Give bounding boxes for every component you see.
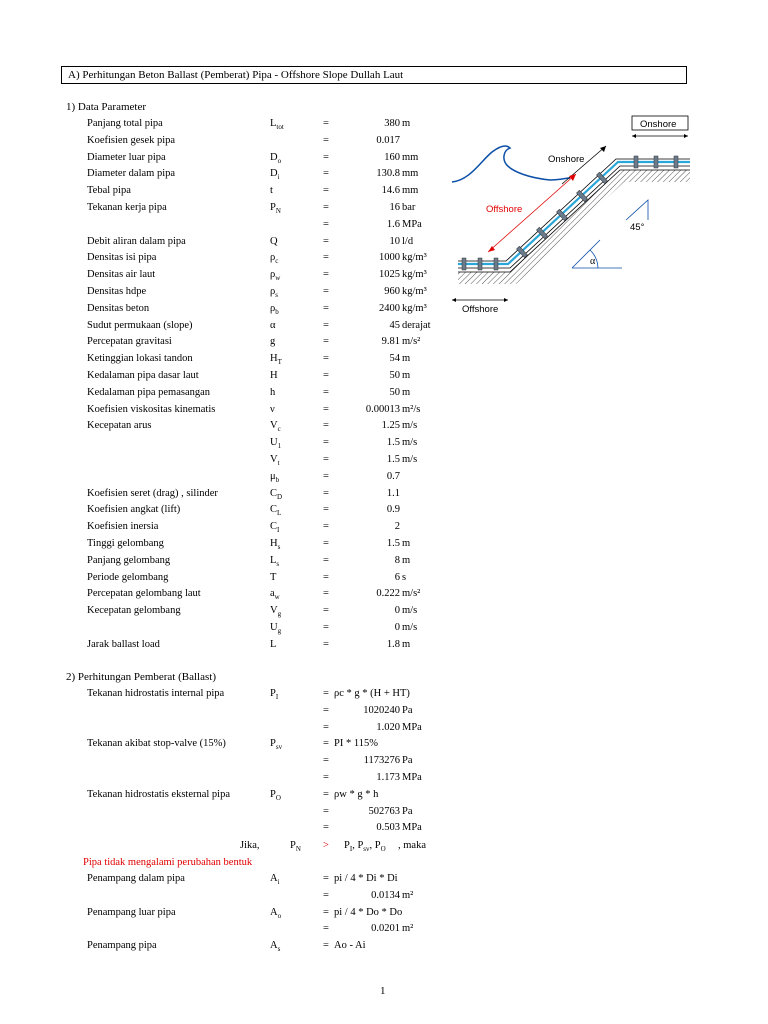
param-value: 0.9 <box>386 504 400 516</box>
calc-expression: PI * 115% <box>334 738 378 750</box>
area-equals: = <box>323 940 329 952</box>
param-row <box>0 572 768 588</box>
param-unit: derajat <box>402 319 431 331</box>
param-equals: = <box>323 302 329 314</box>
param-equals: = <box>323 454 329 465</box>
param-label: Kecepatan arus <box>87 420 152 432</box>
param-symbol: $C_L$ <box>270 504 282 518</box>
param-unit: kg/m³ <box>402 269 427 281</box>
param-equals: = <box>323 521 329 533</box>
param-unit: m <box>402 554 411 566</box>
param-label: Koefisien inersia <box>87 521 159 533</box>
param-symbol: $H_T$ <box>270 353 282 367</box>
calc-symbol: $P_{sv}$ <box>270 738 283 752</box>
param-unit: MPa <box>402 218 422 230</box>
param-label: Debit aliran dalam pipa <box>87 235 186 247</box>
angle-triangle <box>626 200 648 220</box>
calc-equals: = <box>323 805 329 817</box>
param-value: 16 <box>389 202 400 213</box>
param-row <box>0 504 768 520</box>
calc-equals: = <box>323 788 329 800</box>
calc-row <box>0 822 768 838</box>
param-row <box>0 605 768 621</box>
param-label: Koefisien angkat (lift) <box>87 504 181 516</box>
param-label: Densitas isi pipa <box>87 252 157 264</box>
param-row <box>0 471 768 487</box>
param-value: 54 <box>389 353 400 365</box>
param-row <box>0 588 768 604</box>
offshore-label: Offshore <box>462 304 499 315</box>
onshore-box-label: Onshore <box>640 119 677 130</box>
calc-unit: Pa <box>402 755 413 767</box>
param-equals: = <box>323 638 329 650</box>
param-equals: = <box>323 588 329 600</box>
param-value: 1.1 <box>386 487 400 499</box>
param-row <box>0 437 768 453</box>
param-value: 0 <box>394 605 400 617</box>
param-equals: = <box>323 487 329 499</box>
param-symbol: $V_t$ <box>270 454 280 468</box>
param-symbol: $H_s$ <box>270 538 281 552</box>
param-equals: = <box>323 437 329 449</box>
param-label: Koefisien gesek pipa <box>87 134 176 146</box>
param-equals: = <box>323 134 329 146</box>
alpha-label: α <box>590 256 596 267</box>
param-label: Kedalaman pipa dasar laut <box>87 370 199 381</box>
area-row <box>0 873 768 889</box>
param-row <box>0 555 768 571</box>
param-symbol: $C_D$ <box>270 487 283 501</box>
param-value: 8 <box>394 554 400 566</box>
param-symbol: $a_w$ <box>270 588 280 602</box>
area-expression: pi / 4 * Di * Di <box>334 873 398 884</box>
param-label: Densitas beton <box>87 302 150 314</box>
area-expression: pi / 4 * Do * Do <box>334 906 403 918</box>
param-unit: mm <box>402 168 419 180</box>
param-value: 50 <box>389 386 400 398</box>
calc-value: 502763 <box>368 805 400 817</box>
param-value: 160 <box>384 151 400 163</box>
param-unit: m <box>402 118 411 129</box>
area-equals: = <box>323 889 329 901</box>
param-unit: m/s <box>402 420 418 432</box>
param-value: 45 <box>389 319 400 331</box>
page-number: 1 <box>380 985 386 997</box>
param-symbol: $V_c$ <box>270 420 281 434</box>
param-label: Ketinggian lokasi tandon <box>87 353 193 365</box>
section-data-parameter: 1) Data Parameter <box>66 101 147 113</box>
param-unit: l/d <box>402 235 414 247</box>
calc-unit: Pa <box>402 704 413 716</box>
param-symbol: $\rho_c$ <box>270 252 279 266</box>
onshore-label: Onshore <box>548 154 585 165</box>
param-symbol: $\rho_b$ <box>270 302 279 316</box>
param-row <box>0 454 768 470</box>
calc-equals: = <box>323 721 329 733</box>
area-equals: = <box>323 873 329 884</box>
param-symbol: $V_g$ <box>270 605 282 619</box>
param-value: 50 <box>389 370 400 381</box>
offshore-slope-diagram <box>450 112 690 322</box>
param-equals: = <box>323 605 329 617</box>
calc-equals: = <box>323 688 329 699</box>
calc-value: 0.503 <box>376 822 400 834</box>
param-equals: = <box>323 269 329 281</box>
param-unit: m <box>402 538 411 549</box>
area-value: 0.0134 <box>371 889 400 901</box>
param-value: 14.6 <box>381 185 400 197</box>
param-value: 0.222 <box>376 588 400 600</box>
param-label: Tekanan kerja pipa <box>87 202 167 213</box>
param-label: Kecepatan gelombang <box>87 605 181 617</box>
section-ballast-calc: 2) Perhitungan Pemberat (Ballast) <box>66 671 216 683</box>
param-label: Diameter luar pipa <box>87 151 166 163</box>
angle-45-label: 45° <box>630 222 645 233</box>
param-unit: bar <box>402 202 416 213</box>
param-unit: kg/m³ <box>402 252 427 264</box>
calc-unit: Pa <box>402 805 413 817</box>
conclusion-text: Pipa tidak mengalami perubahan bentuk <box>83 857 253 868</box>
calc-row <box>0 789 768 805</box>
param-equals: = <box>323 336 329 348</box>
calc-row <box>0 806 768 822</box>
param-value: 9.81 <box>381 336 400 348</box>
area-label: Penampang pipa <box>87 940 157 952</box>
param-value: 380 <box>384 118 400 129</box>
area-unit: m² <box>402 889 414 901</box>
condition-maka: , maka <box>398 840 426 851</box>
param-symbol: H <box>270 370 278 381</box>
param-value: 10 <box>389 235 400 247</box>
param-unit: m <box>402 638 411 650</box>
param-symbol: h <box>270 386 276 398</box>
param-symbol: g <box>270 336 276 348</box>
param-value: 1.25 <box>381 420 400 432</box>
area-symbol: $A_o$ <box>270 906 282 920</box>
param-value: 1000 <box>379 252 400 264</box>
condition-jika: Jika, <box>240 840 260 851</box>
calc-unit: MPa <box>402 822 422 834</box>
condition-rhs: $P_I$, $P_{sv}$, $P_O$ <box>344 840 386 854</box>
param-symbol: ν <box>270 403 275 415</box>
calc-value: 1.173 <box>376 772 400 783</box>
calc-value: 1020240 <box>363 704 400 716</box>
param-equals: = <box>323 403 329 415</box>
param-equals: = <box>323 286 329 297</box>
param-unit: m/s² <box>402 336 421 348</box>
param-row <box>0 404 768 420</box>
param-unit: m/s <box>402 622 418 633</box>
param-row <box>0 336 768 352</box>
param-equals: = <box>323 470 329 482</box>
param-unit: m <box>402 353 411 365</box>
param-equals: = <box>323 504 329 516</box>
param-unit: kg/m³ <box>402 302 427 314</box>
param-label: Sudut permukaan (slope) <box>87 319 193 331</box>
param-value: 130.8 <box>376 168 400 180</box>
param-equals: = <box>323 386 329 398</box>
param-unit: m/s <box>402 437 418 449</box>
calc-row <box>0 722 768 738</box>
area-equals: = <box>323 923 329 935</box>
calc-expression: ρc * g * (H + HT) <box>334 688 410 699</box>
param-equals: = <box>323 622 329 633</box>
param-value: 0.017 <box>376 134 400 146</box>
area-row <box>0 890 768 906</box>
param-label: Percepatan gravitasi <box>87 336 172 348</box>
param-symbol: $P_N$ <box>270 202 281 216</box>
calc-equals: = <box>323 704 329 716</box>
param-label: Panjang total pipa <box>87 118 163 129</box>
area-row <box>0 940 768 956</box>
area-value: 0.0201 <box>371 923 400 935</box>
param-value: 0.00013 <box>365 403 400 415</box>
document-title-box <box>61 66 687 84</box>
param-symbol: $U_g$ <box>270 622 282 636</box>
param-equals: = <box>323 252 329 264</box>
param-unit: m/s <box>402 454 418 465</box>
param-unit: m²/s <box>402 403 421 415</box>
param-label: Densitas hdpe <box>87 286 147 297</box>
param-symbol: $U_1$ <box>270 437 282 451</box>
area-symbol: $A_s$ <box>270 940 281 954</box>
param-equals: = <box>323 185 329 197</box>
area-equals: = <box>323 906 329 918</box>
param-equals: = <box>323 370 329 381</box>
param-label: Periode gelombang <box>87 571 169 583</box>
param-symbol: $D_i$ <box>270 168 280 182</box>
calc-row <box>0 705 768 721</box>
param-equals: = <box>323 218 329 230</box>
param-label: Jarak ballast load <box>87 638 160 650</box>
param-value: 1.5 <box>386 454 400 465</box>
calc-unit: MPa <box>402 772 422 783</box>
calc-row <box>0 688 768 704</box>
param-unit: mm <box>402 185 419 197</box>
param-symbol: T <box>270 571 277 583</box>
param-symbol: $\mu_b$ <box>270 470 280 484</box>
area-expression: Ao - Ai <box>334 940 366 952</box>
param-row <box>0 353 768 369</box>
param-symbol: α <box>270 319 276 331</box>
param-label: Tebal pipa <box>87 185 131 197</box>
param-row <box>0 420 768 436</box>
offshore-red-label: Offshore <box>486 204 523 215</box>
calc-row <box>0 755 768 771</box>
param-row <box>0 521 768 537</box>
param-equals: = <box>323 353 329 365</box>
param-equals: = <box>323 202 329 213</box>
param-unit: m <box>402 370 411 381</box>
param-equals: = <box>323 571 329 583</box>
calc-label: Tekanan hidrostatis internal pipa <box>87 688 225 699</box>
param-label: Panjang gelombang <box>87 554 171 566</box>
param-label: Diameter dalam pipa <box>87 168 176 180</box>
param-label: Kedalaman pipa pemasangan <box>87 386 211 398</box>
param-equals: = <box>323 319 329 331</box>
param-unit: mm <box>402 151 419 163</box>
param-symbol: $\rho_s$ <box>270 286 278 300</box>
calc-expression: ρw * g * h <box>334 788 379 800</box>
param-value: 1.5 <box>386 538 400 549</box>
param-symbol: L <box>270 638 277 650</box>
calc-equals: = <box>323 822 329 834</box>
param-value: 0.7 <box>386 470 400 482</box>
param-unit: m/s² <box>402 588 421 600</box>
param-equals: = <box>323 118 329 129</box>
area-row <box>0 923 768 939</box>
calc-label: Tekanan akibat stop-valve (15%) <box>87 738 226 750</box>
param-symbol: $L_{tot}$ <box>270 118 284 132</box>
param-label: Percepatan gelombang laut <box>87 588 201 600</box>
param-label: Tinggi gelombang <box>87 538 164 549</box>
calc-unit: MPa <box>402 721 422 733</box>
param-unit: m/s <box>402 605 418 617</box>
param-row <box>0 639 768 655</box>
param-equals: = <box>323 554 329 566</box>
param-row <box>0 488 768 504</box>
document-title: A) Perhitungan Beton Ballast (Pemberat) Pipa - Offshore Slope Dullah Laut <box>68 69 404 81</box>
param-value: 1025 <box>379 269 400 281</box>
param-row <box>0 370 768 386</box>
calc-symbol: $P_O$ <box>270 788 281 802</box>
condition-gt: > <box>323 840 329 851</box>
calc-row <box>0 738 768 754</box>
seabed-slope <box>458 170 690 284</box>
param-unit: s <box>402 571 407 583</box>
param-label: Densitas air laut <box>87 269 156 281</box>
area-unit: m² <box>402 923 414 935</box>
param-symbol: $C_I$ <box>270 521 280 535</box>
param-unit: m <box>402 386 411 398</box>
param-symbol: t <box>270 185 273 197</box>
param-value: 2400 <box>379 302 400 314</box>
param-equals: = <box>323 168 329 180</box>
param-symbol: $\rho_w$ <box>270 269 281 283</box>
calc-value: 1173276 <box>363 755 400 767</box>
calc-row <box>0 772 768 788</box>
param-row <box>0 387 768 403</box>
param-equals: = <box>323 420 329 432</box>
param-symbol: $L_s$ <box>270 554 280 568</box>
area-label: Penampang luar pipa <box>87 906 176 918</box>
param-value: 0 <box>394 622 400 633</box>
param-value: 6 <box>394 571 400 583</box>
param-equals: = <box>323 151 329 163</box>
area-symbol: $A_i$ <box>270 873 280 887</box>
calc-equals: = <box>323 772 329 783</box>
param-value: 1.6 <box>386 218 400 230</box>
param-value: 960 <box>384 286 400 297</box>
param-label: Koefisien viskositas kinematis <box>87 403 216 415</box>
param-value: 1.5 <box>386 437 400 449</box>
param-value: 2 <box>394 521 400 533</box>
param-equals: = <box>323 235 329 247</box>
condition-pn: $P_N$ <box>290 840 301 854</box>
param-symbol: Q <box>270 235 278 247</box>
param-symbol: $D_o$ <box>270 151 282 165</box>
calc-equals: = <box>323 738 329 750</box>
param-equals: = <box>323 538 329 549</box>
calc-label: Tekanan hidrostatis eksternal pipa <box>87 788 231 800</box>
param-label: Koefisien seret (drag) , silinder <box>87 487 218 499</box>
param-row <box>0 622 768 638</box>
param-unit: kg/m³ <box>402 286 427 297</box>
param-row <box>0 538 768 554</box>
calc-symbol: $P_I$ <box>270 688 279 702</box>
area-row <box>0 907 768 923</box>
calc-value: 1.020 <box>376 721 400 733</box>
calc-equals: = <box>323 755 329 767</box>
area-label: Penampang dalam pipa <box>87 873 185 884</box>
param-value: 1.8 <box>386 638 400 650</box>
